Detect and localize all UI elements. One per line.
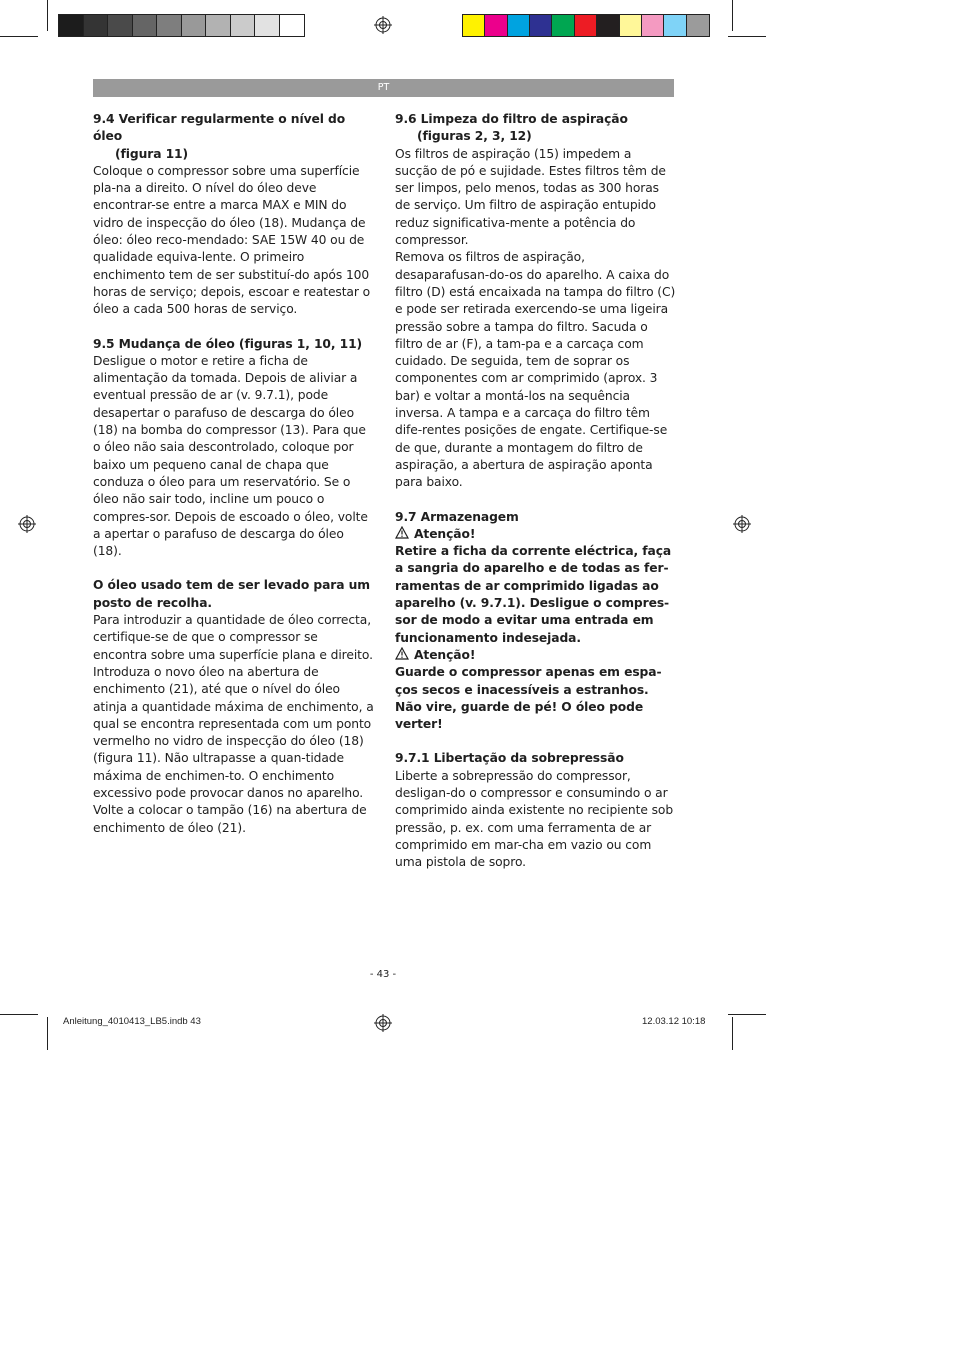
color-swatch-4: [530, 15, 552, 36]
section-title-cont: (figura 11): [115, 146, 189, 161]
footer-date: 12.03.12 10:18: [642, 1016, 706, 1027]
warning-1-body: Retire a ficha da corrente eléctrica, faça a sangria do aparelho e de todas as fer-ramentas de ar comprimido ligadas ao aparelho (v. 9.7.1). Desligue o compres-sor de modo a evitar uma entrada em funcionamento indesejada.: [395, 544, 672, 645]
used-oil-body: Para introduzir a quantidade de óleo correcta, certifique-se de que o compressor se encontra sobre uma superfície plana e direito. Introduza o novo óleo na abertura de enchimento (21), até que o nível do óleo atinja a quantidade máxima de enchimento, a qual se encontra representada com um ponto vermelho no vidro de inspecção do óleo (18) (figura 11). Não ultrapasse a quan-tidade máxima de enchimen-to. O enchimento excessivo pode provocar danos no aparelho. Volte a colocar o tampão (16) na abertura de enchimento de óleo (21).: [93, 613, 374, 835]
grey-swatch-7: [206, 15, 231, 36]
section-body-9-6-b: Remova os filtros de aspiração, desaparafusan-do-os do aparelho. A caixa do filtro (D) está encaixada na tampa do filtro (C) e pode ser retirada exercendo-se uma ligeira pressão sobre a tampa do filtro. Sacuda o filtro de ar (F), a tam-pa e a carcaça com cuidado. De seguida, tem de soprar os componentes com ar comprimido (aprox. 3 bar) e voltar a montá-los na sequência inversa. A tampa e a carcaça do filtro têm dife-rentes posições de engate. Certifique-se de que, durante a montagem do filtro de aspiração, a abertura de aspiração aponta para baixo.: [395, 250, 676, 490]
grey-swatch-2: [84, 15, 109, 36]
section-title: Limpeza do filtro de aspiração: [420, 112, 628, 126]
color-swatch-6: [575, 15, 597, 36]
color-swatch-3: [508, 15, 530, 36]
language-bar: PT: [93, 79, 674, 97]
section-body-9-5: Desligue o motor e retire a ficha de alimentação da tomada. Depois de aliviar a eventual pressão de ar (v. 9.7.1), pode desapertar o parafuso de descarga do óleo (18) na bomba do compressor (13). Para que o óleo não saia descontrolado, coloque por baixo um pequeno canal de chapa que conduza o óleo para um reservatório. Se o óleo não sair todo, incline um pouco o compres-sor. Depois de escoado o óleo, volte a apertar o parafuso de descarga do óleo (18).: [93, 353, 368, 559]
color-swatch-7: [597, 15, 619, 36]
warning-triangle-icon: [395, 647, 409, 660]
section-heading-9-6: [395, 111, 677, 146]
section-heading-9-4: [93, 111, 375, 163]
registration-mark-left: [18, 515, 36, 533]
color-swatch-5: [552, 15, 574, 36]
section-body-9-7-1: Liberte a sobrepressão do compressor, desligan-do o compressor e consumindo o ar comprimido ainda existente no recipiente sob pressão, p. ex. com uma ferramenta de ar comprimido em mar-cha em vazio ou com uma pistola de sopro.: [395, 768, 674, 870]
grey-swatch-9: [255, 15, 280, 36]
warning-triangle-icon: [395, 526, 409, 539]
right-column: [395, 111, 677, 871]
section-number: 9.6: [395, 112, 417, 126]
color-swatch-9: [642, 15, 664, 36]
section-title-cont: (figuras 2, 3, 12): [417, 129, 532, 144]
color-swatch-10: [664, 15, 686, 36]
grey-swatch-10: [280, 15, 305, 36]
color-calibration-bar: [462, 14, 710, 37]
footer-filename: Anleitung_4010413_LB5.indb 43: [63, 1016, 201, 1027]
color-swatch-2: [485, 15, 507, 36]
used-oil-heading: O óleo usado tem de ser levado para um posto de recolha.: [93, 578, 371, 610]
grey-swatch-6: [182, 15, 207, 36]
color-swatch-11: [687, 15, 709, 36]
grey-swatch-5: [157, 15, 182, 36]
grey-swatch-3: [108, 15, 133, 36]
section-heading-9-7: 9.7 Armazenagem: [395, 509, 519, 524]
warning-2: [395, 647, 677, 664]
warning-label: Atenção!: [414, 647, 476, 662]
warning-1: [395, 526, 677, 543]
grey-swatch-4: [133, 15, 158, 36]
page-number: - 43 -: [369, 969, 397, 980]
grey-calibration-bar: [58, 14, 305, 37]
section-body-9-4: Coloque o compressor sobre uma superfície pla-na a direito. O nível do óleo deve encontrar-se entre a marca MAX e MIN do vidro de inspecção do óleo (18). Mudança de óleo: óleo reco-mendado: SAE 15W 40 ou de qualidade equiva-lente. O primeiro enchimento tem de ser substituí-do após 100 horas de serviço; depois, escoar e reatestar o óleo a cada 500 horas de serviço.: [93, 163, 371, 317]
warning-label: Atenção!: [414, 526, 476, 541]
registration-mark-top: [374, 16, 392, 34]
section-heading-9-5: 9.5 Mudança de óleo (figuras 1, 10, 11): [93, 336, 363, 351]
warning-2-body: Guarde o compressor apenas em espa-ços secos e inacessíveis a estranhos. Não vire, guarde de pé! O óleo pode verter!: [395, 665, 662, 732]
registration-mark-right: [733, 515, 751, 533]
section-body-9-6-a: Os filtros de aspiração (15) impedem a sucção de pó e sujidade. Estes filtros têm de ser limpos, pelo menos, todas as 300 horas de serviço. Um filtro de aspiração entupido reduz significativa-mente a potência do compressor.: [395, 146, 666, 248]
section-number: 9.4: [93, 112, 115, 126]
section-heading-9-7-1: 9.7.1 Libertação da sobrepressão: [395, 751, 624, 766]
grey-swatch-8: [231, 15, 256, 36]
grey-swatch-1: [59, 15, 84, 36]
color-swatch-1: [463, 15, 485, 36]
color-swatch-8: [620, 15, 642, 36]
registration-mark-bottom: [374, 1014, 392, 1032]
section-title: Verificar regularmente o nível do óleo: [93, 112, 346, 144]
left-column: [93, 111, 375, 837]
